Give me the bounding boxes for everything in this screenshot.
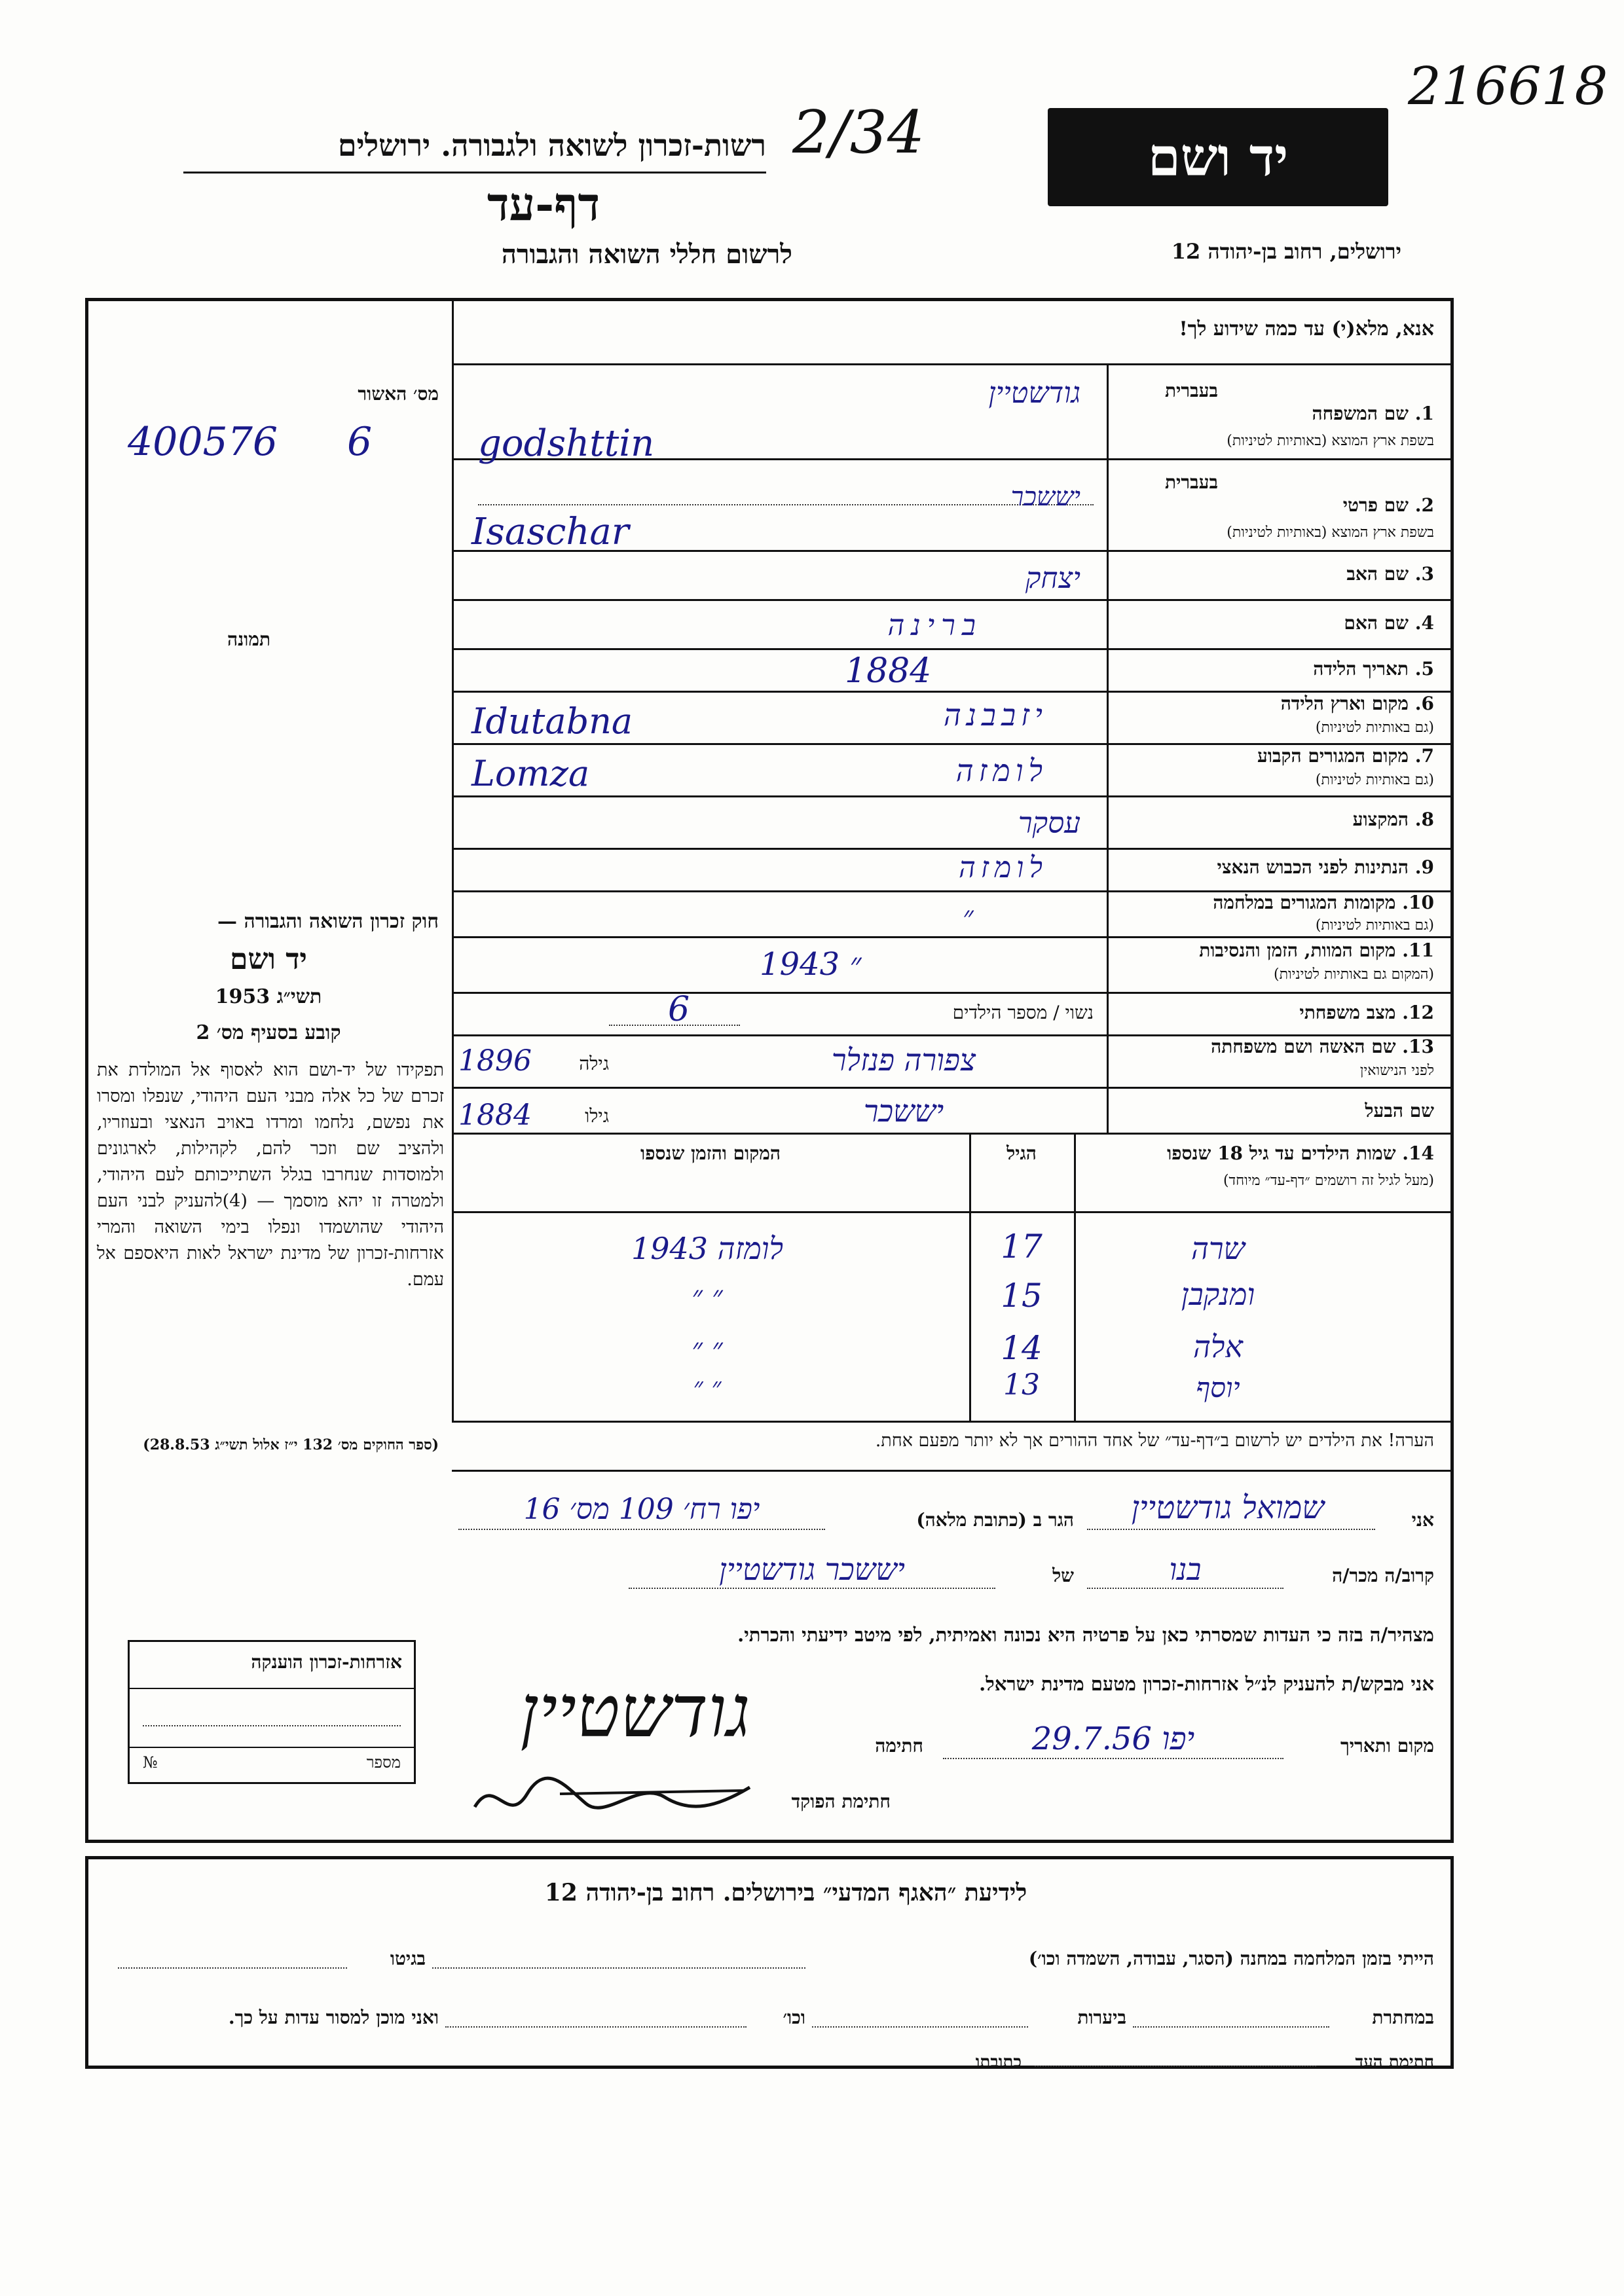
- child-age[interactable]: 14: [1001, 1329, 1043, 1367]
- field-11-sub: (המקום גם באותיות לטיניות): [1274, 966, 1434, 983]
- child-age[interactable]: 13: [1003, 1368, 1040, 1402]
- law-title: חוק זכרון השואה והגבורה —: [217, 910, 439, 933]
- footer-line1: הייתי בזמן המלחמה במחנה (הסגר, עבודה, השמדה וכו׳): [1028, 1948, 1434, 1969]
- field-2-value-latin[interactable]: Isaschar: [471, 511, 629, 553]
- field-7-sub: (גם באותיות לטיניות): [1315, 772, 1434, 788]
- footer-ghetto: בגיטו: [390, 1948, 426, 1969]
- reg-number-label: מס׳ האשור: [358, 383, 439, 405]
- husband-name-value[interactable]: יששכר: [863, 1093, 944, 1129]
- child-name[interactable]: שרה: [1190, 1231, 1246, 1266]
- form-title: דף-עד: [487, 177, 600, 231]
- citizenship-title: אזרחות-זכרון הוענקה: [251, 1651, 402, 1673]
- field-5-label: 5. תאריך הלידה: [1313, 658, 1434, 680]
- field-2-sub: בשפת ארץ המוצא (באותיות לטיניות): [1227, 524, 1434, 541]
- law-name: יד ושם: [230, 943, 307, 976]
- handwritten-mark: 2/34: [792, 98, 925, 167]
- child-age[interactable]: 17: [1001, 1228, 1043, 1266]
- decl-lives-label: הגר ב (כתובת מלאה): [916, 1509, 1074, 1531]
- field-8-value[interactable]: עסקר: [1018, 807, 1080, 840]
- field-3-value[interactable]: יצחק: [1025, 562, 1080, 595]
- decl-place-date-label: מקום ותאריך: [1340, 1735, 1434, 1757]
- child-name[interactable]: יוסף: [1196, 1372, 1240, 1404]
- field-8-label: 8. המקצוע: [1352, 809, 1434, 830]
- child-place[interactable]: לומזה 1943: [631, 1231, 784, 1266]
- field-11-label: 11. מקום המוות, הזמן והנסיבות: [1199, 939, 1434, 961]
- authority-line: רשות-זכרון לשואה ולגבורה. ירושלים: [337, 128, 766, 163]
- wife-age-value[interactable]: 1896: [458, 1044, 532, 1078]
- decl-request: אני מבקש/ת להעניק לנ״ל אזרחות-זכרון מטעם מדינת ישראל.: [979, 1673, 1434, 1695]
- children-count-value[interactable]: 6: [668, 990, 690, 1029]
- field-7-value-latin[interactable]: Lomza: [471, 753, 590, 794]
- wife-name-value[interactable]: צפורה פנזלר: [831, 1042, 976, 1078]
- field-9-value[interactable]: לומזה: [959, 851, 1048, 884]
- field-1-value-he[interactable]: גודשטיין: [988, 376, 1080, 410]
- reg-number-mark: 6: [347, 419, 373, 465]
- decl-relation-value[interactable]: בנו: [1169, 1552, 1202, 1587]
- field-9-label: 9. הנתינות לפני הכבוש הנאצי: [1217, 856, 1434, 878]
- field-6-label: 6. מקום וארץ הלידה: [1280, 693, 1434, 714]
- footer-title: לידיעת ״האגף המדעי״ בירושלים. רחוב בן-יהודה 12: [544, 1879, 1027, 1906]
- law-text: תפקידו של יד-ושם הוא לאסוף אל המולדת את זכרם של כל אלה מבני העם היהודי, שנפלו ומסרו את נפשם, נלחמו ומרדו באויב הנאצי ובעוזריו, ולהציב שם וזכר להם, לקהילות, לארגונים ולמוסדות שנחרבו בגלל השתייכותם לעם היהודי, ולמטרה זו יהא מוסמך — (4)להעניק לבני העם היהודי שהושמדו ונפלו בימי השואה והמרי אזרחות-זכרון של מדינת ישראל לאות היאספם אל עמם.: [97, 1060, 445, 1290]
- footer-forests: ביערות: [1077, 2007, 1126, 2028]
- children-col-place: המקום והזמן שנספו: [640, 1142, 781, 1164]
- citizenship-number-label: מספר: [366, 1753, 401, 1772]
- field-3-label: 3. שם האב: [1346, 563, 1434, 585]
- decl-relative-label: קרוב/ה מכר/ה: [1332, 1565, 1434, 1586]
- decl-place-date-value[interactable]: יפו 29.7.56: [1031, 1721, 1195, 1757]
- citizenship-no-mark: №: [143, 1753, 158, 1772]
- children-col-age: הגיל: [1006, 1142, 1037, 1164]
- decl-of-label: של: [1052, 1565, 1074, 1586]
- field-7-value-he[interactable]: לומזה: [955, 753, 1048, 788]
- child-place[interactable]: ״ ״: [693, 1372, 722, 1402]
- husband-label: שם הבעל: [1365, 1100, 1434, 1121]
- husband-age-label: גילו: [585, 1105, 609, 1127]
- footer-underground: במחתרת: [1372, 2007, 1434, 2028]
- footer-address: כתובתו: [975, 2052, 1022, 2072]
- footer-witness-sig: חתימת העד: [1355, 2052, 1434, 2072]
- citizenship-box: [128, 1640, 416, 1784]
- field-6-value-latin[interactable]: Idutabna: [471, 701, 633, 742]
- field-12-label: 12. מצב משפחתי: [1299, 1002, 1434, 1023]
- field-6-sub: (גם באותיות לטיניות): [1315, 720, 1434, 736]
- children-note: הערה! את הילדים יש לרשום ב״דף-עד״ של אחד ההורים אך לא יותר מפעם אחת.: [875, 1430, 1434, 1451]
- child-name[interactable]: אלה: [1192, 1329, 1244, 1364]
- field-1-label: 1. שם המשפחה: [1312, 403, 1434, 424]
- wife-age-label: גילה: [579, 1053, 609, 1074]
- field-4-value[interactable]: ברינה: [887, 609, 982, 642]
- field-2-label: 2. שם פרטי: [1342, 494, 1434, 516]
- yad-vashem-logo: יד ושם: [1048, 108, 1388, 206]
- field-6-value-he[interactable]: יזבבנה: [943, 697, 1048, 733]
- decl-i-label: אני: [1411, 1509, 1434, 1531]
- marital-status-text: נשוי / מספר הילדים: [952, 1002, 1094, 1023]
- header-address: ירושלים, רחוב בן-יהודה 12: [1171, 239, 1401, 264]
- decl-of-value[interactable]: יששכר גודשטיין: [719, 1552, 905, 1587]
- serial-number: 216618: [1408, 56, 1608, 117]
- field-4-label: 4. שם האם: [1344, 612, 1434, 634]
- field-13-label: 13. שם האשה ושם משפחתה: [1211, 1036, 1434, 1057]
- form-subtitle: לרשום חללי השואה והגבורה: [501, 239, 792, 270]
- decl-address-value[interactable]: יפו רח׳ 109 מס׳ 16: [523, 1493, 760, 1526]
- law-section: קובע בסעיף מס׳ 2: [196, 1021, 341, 1044]
- field-13-sub: לפני הנישואין: [1359, 1063, 1434, 1079]
- children-title: 14. שמות הילדים עד גיל 18 שנספו: [1167, 1142, 1434, 1164]
- law-source: (ספר החוקים מס׳ 132 י״ז אלול תשי״ג 28.8.53): [143, 1436, 439, 1453]
- field-1-value-latin[interactable]: godshttin: [478, 422, 655, 465]
- field-10-label: 10. מקומות המגורים במלחמה: [1213, 892, 1434, 913]
- decl-name-value[interactable]: שמואל גודשטיין: [1131, 1489, 1325, 1526]
- child-place[interactable]: ״ ״: [692, 1332, 723, 1366]
- child-name[interactable]: ומנקבן: [1181, 1277, 1255, 1312]
- decl-signature-label: חתימה: [875, 1735, 923, 1757]
- reg-number-value[interactable]: 400576: [128, 419, 278, 465]
- lang-hebrew-2: בעברית: [1164, 471, 1218, 493]
- decl-statement: מצהיר/ה בזה כי העדות שמסרתי כאן על פרטיה היא נכונה ואמיתית, לפי מיטב ידיעתי והכרתי.: [737, 1624, 1434, 1646]
- decl-official-label: חתימת הפוקד: [791, 1791, 891, 1812]
- footer-ready: ואני מוכן למסור עדות על כך.: [228, 2007, 439, 2028]
- children-sub: (מעל לגיל זה רושמים ״דף-עד״ מיוחד): [1223, 1173, 1434, 1189]
- child-place[interactable]: ״ ״: [692, 1280, 723, 1313]
- law-year: תשי״ג 1953: [215, 985, 322, 1008]
- field-1-sub: בשפת ארץ המוצא (באותיות לטיניות): [1227, 433, 1434, 449]
- field-11-value[interactable]: 1943 ״: [760, 946, 862, 983]
- field-5-value[interactable]: 1884: [845, 651, 932, 691]
- field-10-sub: (גם באותיות לטיניות): [1315, 917, 1434, 934]
- field-7-label: 7. מקום המגורים הקבוע: [1257, 745, 1434, 767]
- field-10-value[interactable]: ״: [963, 900, 974, 934]
- photo-label: תמונה: [227, 629, 271, 650]
- lang-hebrew-1: בעברית: [1164, 380, 1218, 401]
- husband-age-value[interactable]: 1884: [458, 1099, 532, 1132]
- official-signature: [468, 1768, 756, 1827]
- footer-etc: וכו׳: [783, 2007, 805, 2028]
- decl-signature[interactable]: גודשטיין: [520, 1669, 750, 1753]
- field-2-value-he[interactable]: יששכר: [1010, 482, 1080, 512]
- form-instruction: אנא, מלא(י) עד כמה שידוע לך!: [1179, 318, 1434, 340]
- child-age[interactable]: 15: [1001, 1277, 1043, 1315]
